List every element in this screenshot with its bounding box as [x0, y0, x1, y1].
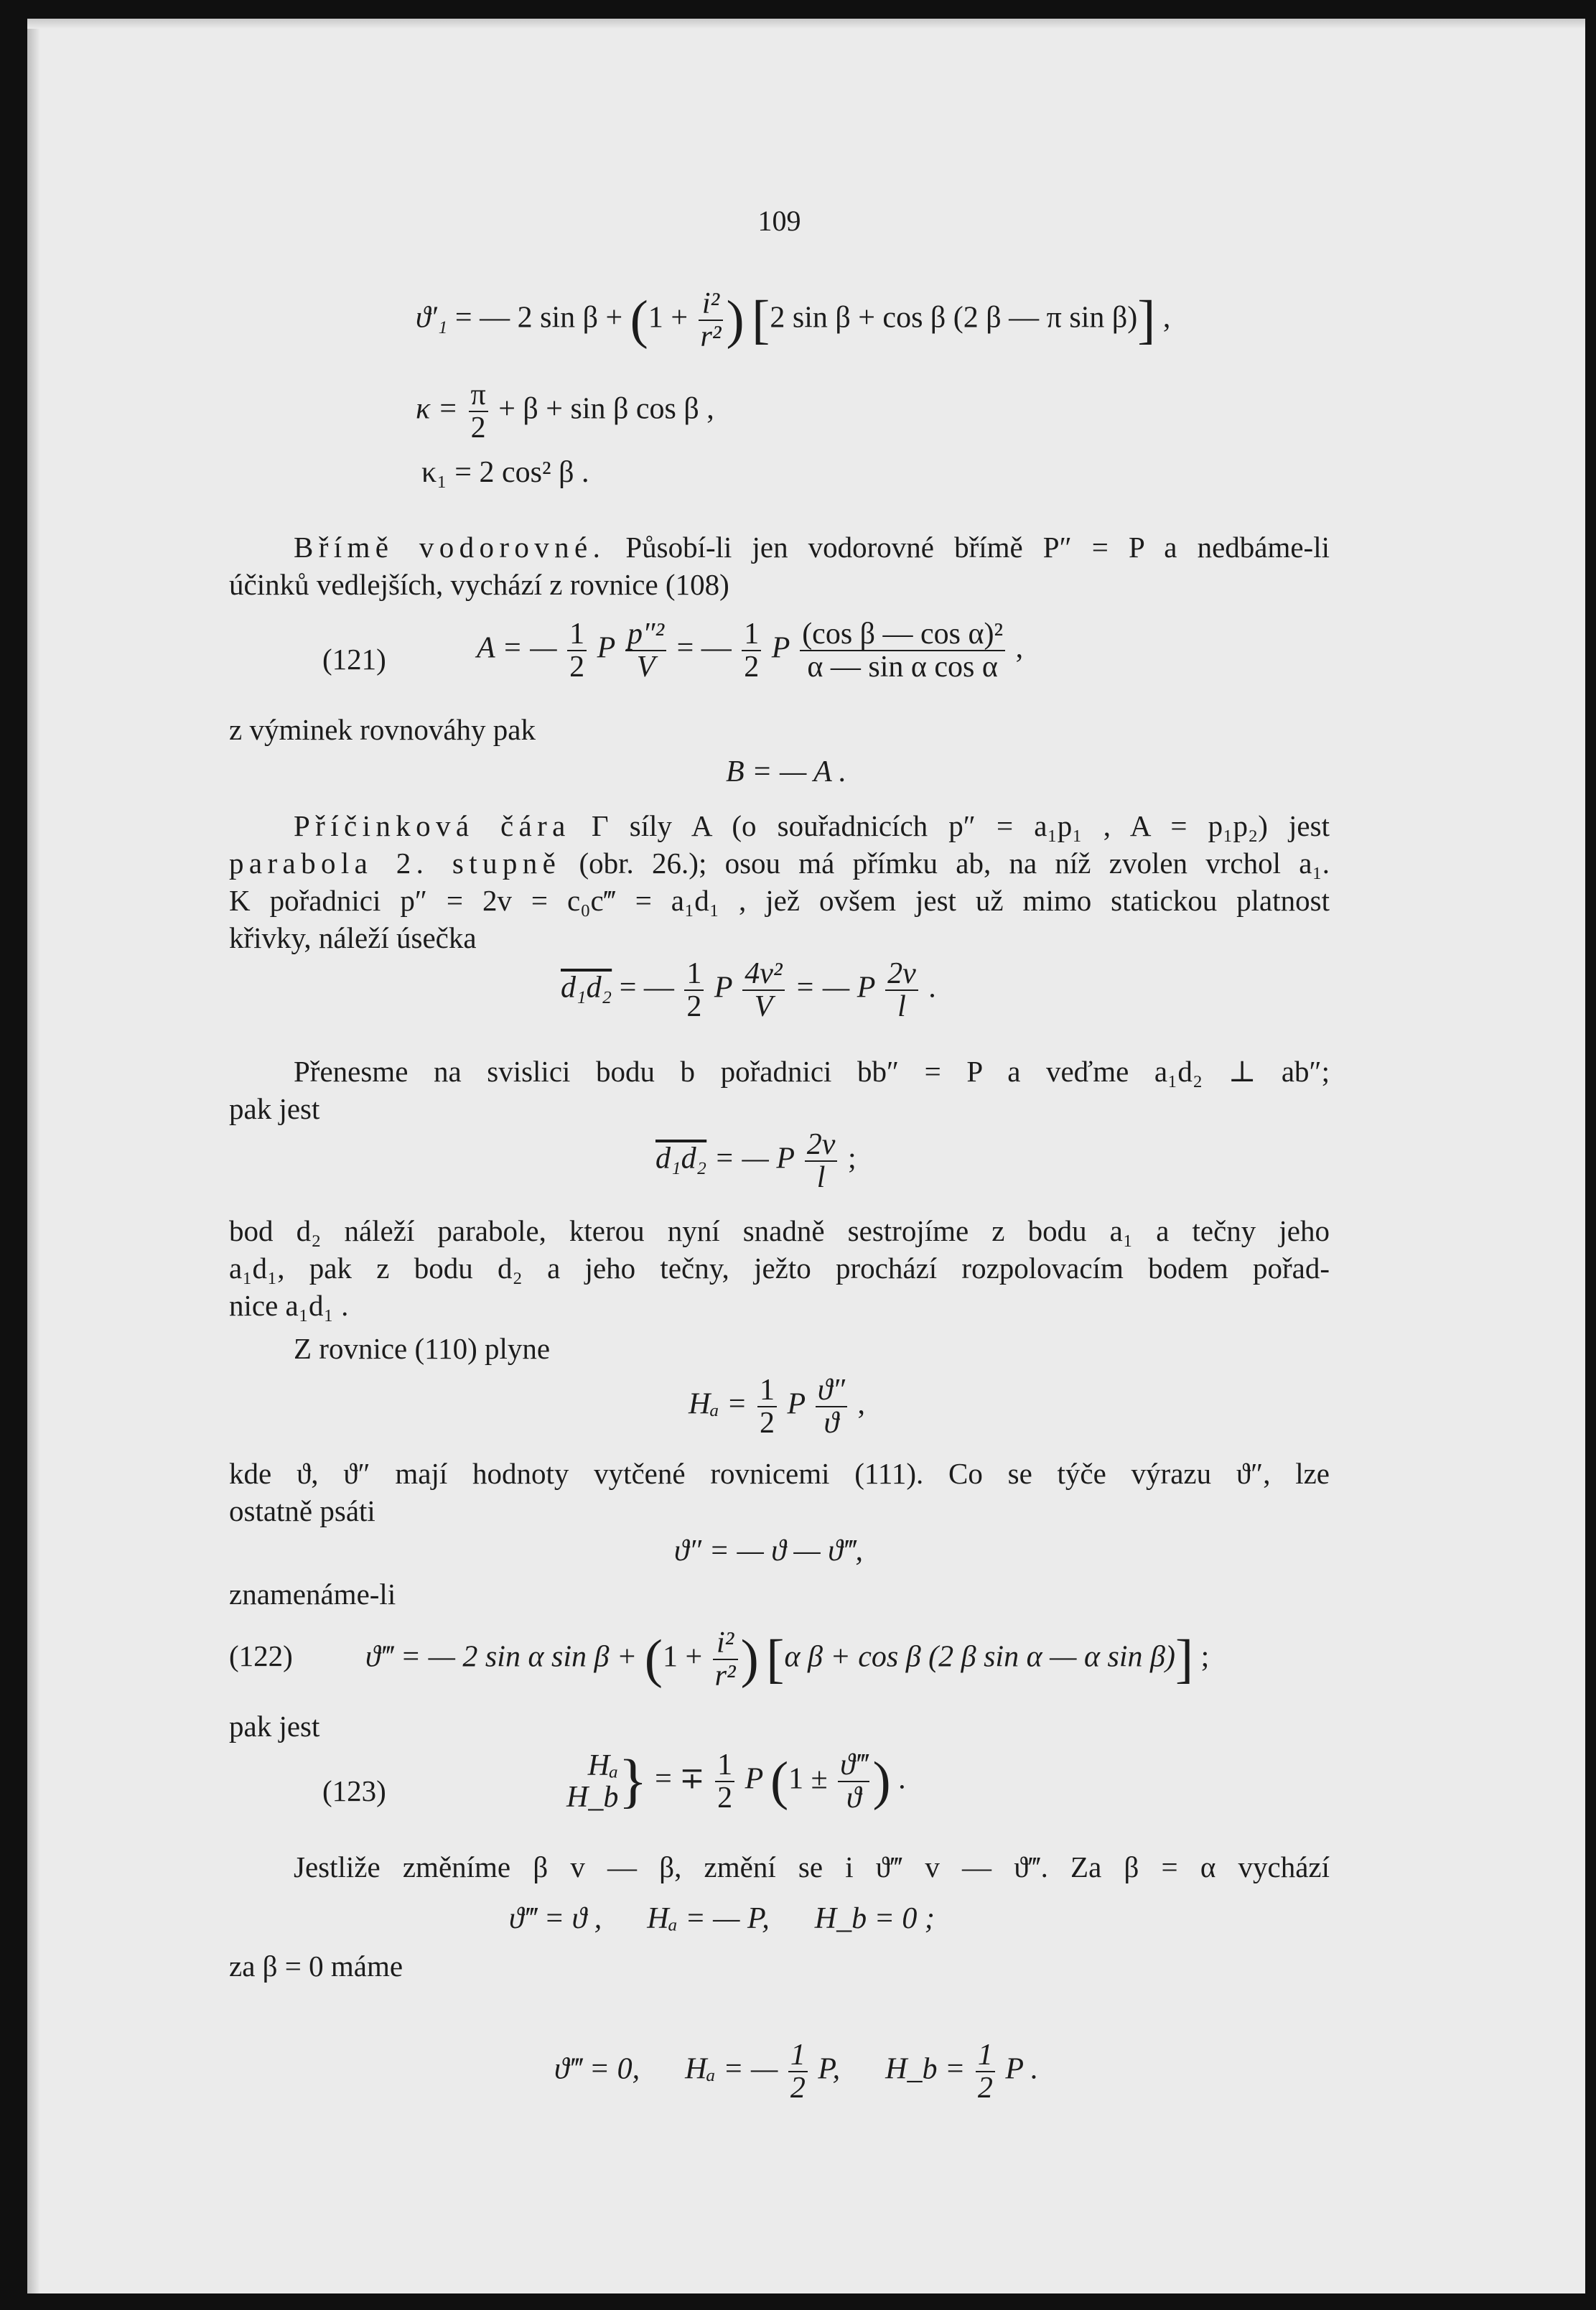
eq-kappa-lhs: κ =: [416, 392, 466, 426]
eq-d1d2b-frac: [805, 1129, 838, 1193]
line-pak-jest: pak jest: [229, 1710, 320, 1743]
para2-line1: [229, 807, 1330, 844]
eq-zero-f2-num: 1: [977, 2039, 993, 2072]
eq-d1d2a-f3-den: l: [885, 989, 918, 1023]
eq-d1d2a-tail: .: [920, 971, 936, 1005]
para2-line4: křivky, náleží úsečka: [229, 921, 477, 954]
equation-Ha: [689, 1374, 865, 1439]
eq-d1d2a-p: P: [706, 971, 740, 1005]
eq122-inner: α β + cos β (2 β sin α — α sin β): [784, 1640, 1175, 1674]
eq-kappa-rest: + β + sin β cos β ,: [490, 392, 714, 426]
eq121-p1: P: [589, 631, 622, 665]
eq121-mid: = —: [669, 631, 739, 665]
eq-ha-frac2: [816, 1374, 847, 1439]
eq123-brace: }: [618, 1748, 648, 1815]
eq123-frac1: [715, 1749, 734, 1814]
equation-B: B = — A .: [726, 755, 846, 788]
para4-line2: a₁d₁, pak z bodu d₂ a jeho tečny, ježto prochází rozpolovacím bodem pořad-: [229, 1252, 1330, 1285]
eq-d1d2a-a: = —: [612, 971, 682, 1005]
eq-zero-frac2: [976, 2039, 995, 2104]
eq-ha-p: P: [779, 1387, 813, 1421]
eq-d1d2a-mid: = — P: [787, 971, 883, 1005]
eq-theta1-num: i²: [701, 287, 720, 320]
eq123-f2-num: ϑ‴: [840, 1748, 868, 1782]
eq121-tail: ,: [1008, 631, 1024, 665]
eq121-frac2: [625, 618, 666, 683]
eq122-paren-open: (: [644, 1629, 663, 1690]
equation-alpha: ϑ‴ = ϑ , Hₐ = — P, H_b = 0 ;: [509, 1902, 935, 1935]
para2-line2-rest: (obr. 26.); osou má přímku ab, na níž zvolen vrchol a₁.: [561, 847, 1330, 880]
eq-d1d2b-num: 2v: [806, 1128, 836, 1161]
equation-122: [365, 1627, 1209, 1692]
para1-line1: [229, 528, 1330, 566]
eq-theta1-paren-open: (: [630, 290, 648, 350]
eq-theta1-one-plus: 1 +: [648, 301, 696, 335]
eq-theta1-tail: ,: [1155, 301, 1171, 335]
eq121-f2-num: p″²: [627, 618, 665, 651]
equation-kappa: [416, 379, 714, 444]
eq122-bracket-open: [: [766, 1629, 785, 1690]
eq122-den: r²: [713, 1659, 738, 1692]
eq122-paren-close: ): [740, 1629, 759, 1690]
para1-line2: účinků vedlejších, vychází z rovnice (108): [229, 568, 729, 601]
eq-d1d2a-frac3: [885, 958, 918, 1023]
eq123-hb: H_b: [566, 1781, 619, 1815]
eq-zero-f2-den: 2: [976, 2071, 995, 2104]
equation-theta2: ϑ″ = — ϑ — ϑ‴,: [674, 1534, 863, 1568]
eq121-frac4: [800, 618, 1005, 683]
eq-d1d2b-tail: ;: [840, 1142, 857, 1175]
eq121-frac1: [567, 618, 587, 683]
para2-heading: Příčinková čára: [294, 809, 571, 842]
para4-line1: bod d₂ náleží parabole, kterou nyní snadně sestrojíme z bodu a₁ a tečny jeho: [229, 1214, 1330, 1247]
eq123-ha: Hₐ: [587, 1749, 619, 1782]
eq122-one-plus: 1 +: [662, 1640, 710, 1674]
page-edge-shadow: [27, 19, 40, 2293]
eq121-f4-den: α — sin α cos α: [800, 650, 1005, 683]
eq121-f1-den: 2: [567, 650, 587, 683]
eq-zero-b: P, H_b =: [810, 2052, 973, 2086]
eq-theta1-fraction: [699, 288, 724, 353]
eq-kappa-num: π: [470, 378, 486, 411]
eq123-one-pm: 1 ±: [788, 1762, 836, 1796]
eq-d1d2a-lhs: d₁d₂: [561, 971, 612, 1005]
eq-d1d2a-f1-num: 1: [686, 957, 702, 990]
eq-ha-f1-num: 1: [759, 1374, 775, 1407]
eq-theta1-a: = — 2 sin β +: [447, 301, 630, 335]
eq123-f2-den: ϑ: [838, 1781, 869, 1814]
eq-zero-f1-num: 1: [790, 2039, 806, 2072]
eq-ha-f2-den: ϑ: [816, 1406, 847, 1439]
eq121-number: (121): [322, 643, 386, 676]
eq-d1d2a-f2-den: V: [742, 989, 784, 1023]
eq-d1d2b-a: = — P: [706, 1142, 802, 1175]
eq-theta1-paren-close: ): [726, 290, 745, 350]
eq123-frac2: [838, 1749, 869, 1814]
eq122-number: (122): [229, 1639, 293, 1672]
line-za-beta: za β = 0 máme: [229, 1950, 403, 1983]
eq123-p: P: [737, 1762, 770, 1796]
eq-ha-frac1: [757, 1374, 777, 1439]
eq-theta1-den: r²: [699, 320, 724, 353]
para4-line3: nice a₁d₁ .: [229, 1289, 349, 1322]
eq123-paren-close: ): [872, 1751, 891, 1812]
eq-zero-f1-den: 2: [788, 2071, 808, 2104]
eq-theta1-bracket-open: [: [752, 290, 770, 350]
eq123-stack: [566, 1750, 618, 1813]
eq121-f2-den: V: [625, 650, 666, 683]
eq122-tail: ;: [1193, 1640, 1210, 1674]
eq-d1d2a-f3-num: 2v: [887, 957, 916, 990]
eq121-f3-den: 2: [742, 650, 761, 683]
equation-d1d2-a: [561, 958, 936, 1023]
para3-line2: pak jest: [229, 1092, 320, 1125]
equation-kappa1: κ₁ = 2 cos² β .: [421, 456, 589, 489]
eq123-tail: .: [890, 1762, 906, 1796]
eq122-a: ϑ‴ = — 2 sin α sin β +: [365, 1640, 645, 1674]
para2-line3: K pořadnici p″ = 2v = c₀c‴ = a₁d₁ , jež ovšem jest už mimo statickou platnost: [229, 884, 1330, 917]
para5-line2: ostatně psáti: [229, 1494, 375, 1527]
eq-kappa-fraction: [469, 379, 488, 444]
equation-121: [477, 618, 1023, 683]
eq121-frac3: [742, 618, 761, 683]
para1-line1-rest: Působí-li jen vodorovné břímě P″ = P a nedbáme-li: [605, 531, 1330, 564]
para5-line1: kde ϑ, ϑ″ mají hodnoty vytčené rovnicemi (111). Co se týče výrazu ϑ″, lze: [229, 1457, 1330, 1490]
equation-theta1: [416, 288, 1170, 353]
eq-ha-f1-den: 2: [757, 1406, 777, 1439]
para2-line2-spaced: parabola 2. stupně: [229, 847, 561, 880]
eq-zero-a: ϑ‴ = 0, Hₐ = —: [554, 2052, 785, 2086]
eq121-f4-num: (cos β — cos α)²: [802, 618, 1004, 651]
eq-ha-tail: ,: [849, 1387, 865, 1421]
eq123-f1-num: 1: [717, 1748, 733, 1782]
eq121-p2: P: [764, 631, 798, 665]
eq-d1d2a-frac1: [684, 958, 704, 1023]
eq123-number: (123): [322, 1774, 386, 1807]
eq-d1d2a-f2-num: 4v²: [745, 957, 783, 990]
eq-kappa-den: 2: [469, 411, 488, 444]
equation-zero: [509, 2002, 1038, 2141]
para3-line1: Přenesme na svislici bodu b pořadnici bb″ = P a veďme a₁d₂ ⊥ ab″;: [294, 1055, 1330, 1088]
page-number: 109: [757, 205, 801, 237]
eq-d1d2a-f1-den: 2: [684, 989, 704, 1023]
para6: Jestliže změníme β v — β, změní se i ϑ‴ v — ϑ‴. Za β = α vychází: [294, 1850, 1330, 1883]
eq-d1d2b-lhs: d₁d₂: [655, 1142, 707, 1175]
book-page: [27, 19, 1585, 2293]
para2-line2: [229, 844, 1330, 882]
eq-ha-lhs: Hₐ =: [689, 1387, 755, 1421]
eq-zero-frac1: [788, 2039, 808, 2104]
eq-d1d2b-den: l: [805, 1160, 838, 1193]
line-znamename: znamenáme-li: [229, 1578, 396, 1611]
eq123-f1-den: 2: [715, 1781, 734, 1814]
eq122-fraction: [713, 1627, 738, 1692]
eq121-f1-num: 1: [569, 618, 585, 651]
eq121-a: A = —: [477, 631, 565, 665]
eq-theta1-inner: 2 sin β + cos β (2 β — π sin β): [770, 301, 1138, 335]
eq123-paren-open: (: [770, 1751, 789, 1812]
equation-123: [566, 1749, 906, 1814]
eq-ha-f2-num: ϑ″: [817, 1374, 845, 1407]
eq123-a: = ∓: [647, 1762, 713, 1796]
eq121-f3-num: 1: [744, 618, 760, 651]
eq-theta1-lhs: ϑ′₁: [416, 301, 448, 335]
eq122-num: i²: [716, 1626, 734, 1659]
eq-zero-c: P .: [997, 2052, 1039, 2086]
eq122-bracket-close: ]: [1175, 1629, 1194, 1690]
para2-line1-rest: Γ síly A (o souřadnicích p″ = a₁p₁ , A = p₁p₂) jest: [570, 809, 1330, 842]
page-content: [229, 19, 1330, 2293]
para1-heading: Břímě vodorovné.: [294, 531, 606, 564]
line-z-rovnice: Z rovnice (110) plyne: [294, 1332, 551, 1365]
eq-d1d2a-frac2: [742, 958, 784, 1023]
eq-theta1-bracket-close: ]: [1137, 290, 1156, 350]
line-vyminek: z výminek rovnováhy pak: [229, 713, 536, 746]
equation-d1d2-b: [655, 1129, 857, 1193]
